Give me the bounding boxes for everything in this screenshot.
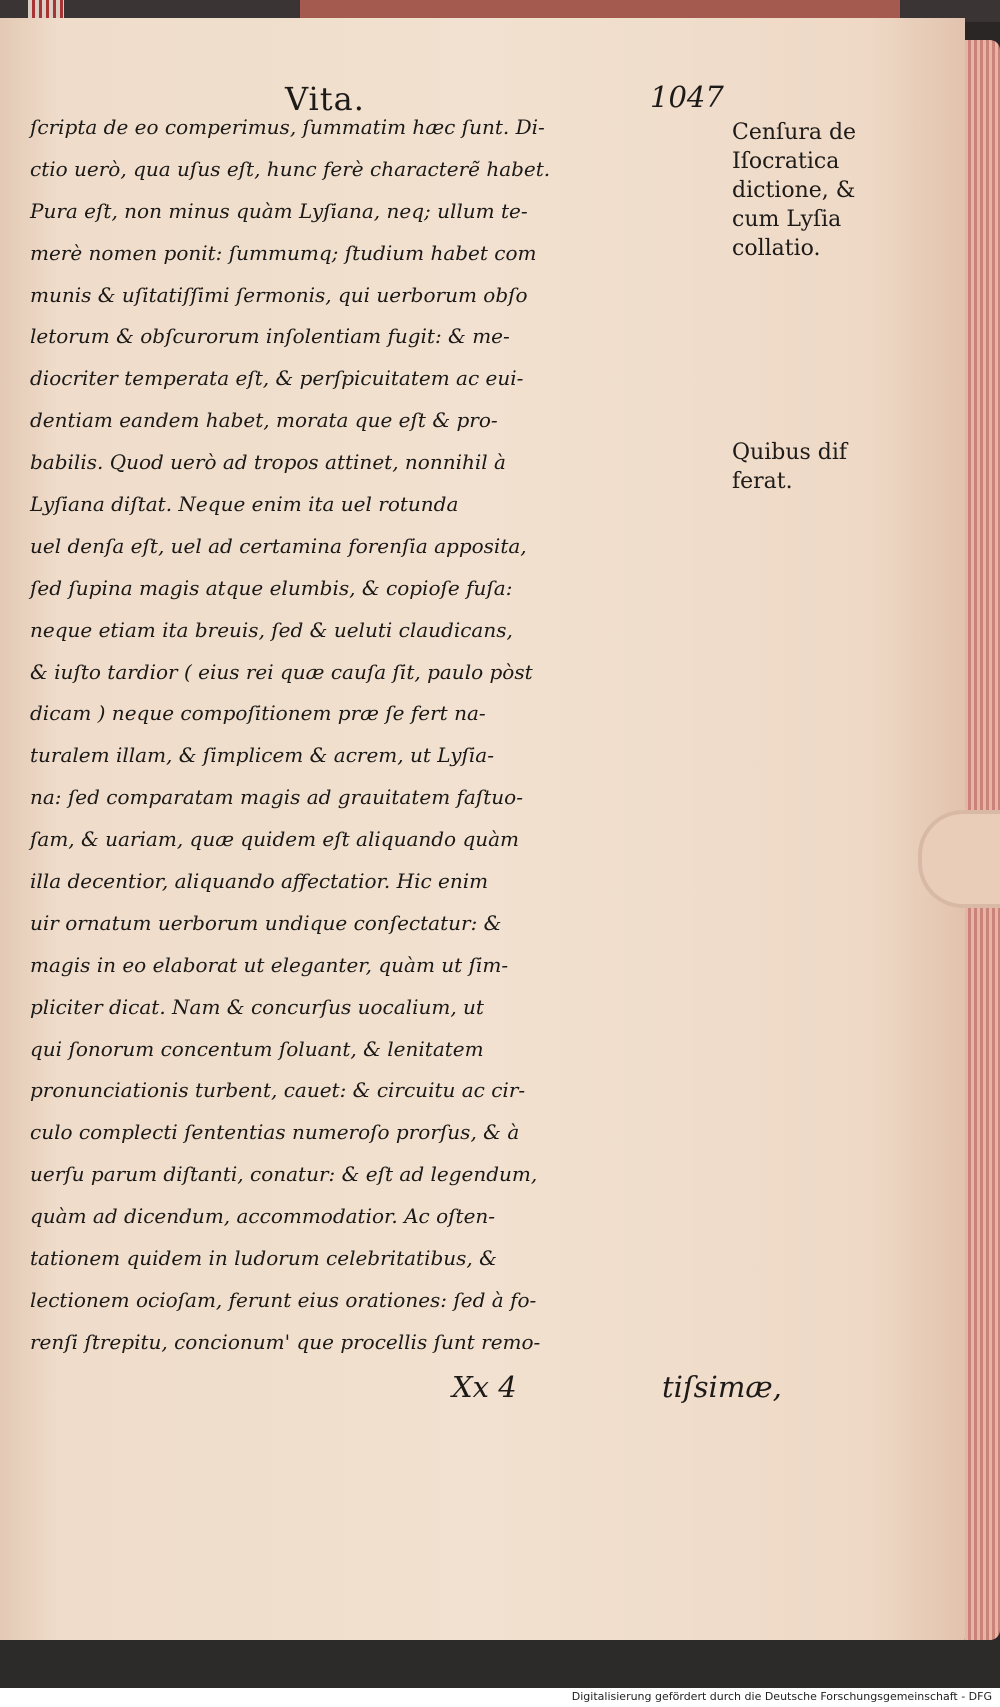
text-line: uir ornatum uerborum undique conſectatur: & bbox=[30, 910, 502, 935]
text-line: dicam ) neque compoſitionem præ ſe fert na- bbox=[30, 701, 486, 726]
text-line: dentiam eandem habet, morata que eſt & pro- bbox=[30, 408, 498, 433]
text-line: turalem illam, & ſimplicem & acrem, ut Lyſia- bbox=[30, 743, 494, 768]
marginal-note-line: Quibus dif bbox=[732, 440, 848, 465]
text-line: culo complecti ſententias numeroſo prorſus, & à bbox=[30, 1120, 520, 1145]
text-line: na: ſed comparatam magis ad grauitatem faſtuo- bbox=[30, 785, 523, 810]
text-line: neque etiam ita breuis, ſed & ueluti claudicans, bbox=[30, 617, 513, 642]
text-line: ſed ſupina magis atque elumbis, & copioſe fuſa: bbox=[30, 575, 513, 600]
text-line: illa decentior, aliquando affectatior. Hic enim bbox=[30, 869, 489, 894]
text-line: quàm ad dicendum, accommodatior. Ac oſten- bbox=[30, 1204, 496, 1229]
text-line: uerſu parum diſtanti, conatur: & eſt ad legendum, bbox=[30, 1162, 538, 1187]
text-line: ctio uerò, qua uſus eſt, hunc ferè characterẽ habet. bbox=[30, 156, 551, 181]
text-line: tationem quidem in ludorum celebritatibus, & bbox=[30, 1246, 497, 1271]
footer-bar bbox=[0, 1688, 1000, 1707]
book-clasp bbox=[918, 810, 1000, 908]
text-line: diocriter temperata eſt, & perſpicuitatem ac eui- bbox=[30, 366, 524, 391]
text-line: qui ſonorum concentum ſoluant, & lenitatem bbox=[30, 1036, 484, 1061]
text-line: magis in eo elaborat ut eleganter, quàm ut ſim- bbox=[30, 952, 509, 977]
text-line: babilis. Quod uerò ad tropos attinet, nonnihil à bbox=[30, 450, 506, 475]
cover-edge bbox=[300, 0, 900, 20]
marginal-note-line: collatio. bbox=[732, 236, 821, 261]
marginal-note-line: ferat. bbox=[732, 469, 793, 494]
marginal-note-quibus bbox=[732, 438, 882, 496]
signature-mark: Xx 4 bbox=[452, 1370, 517, 1404]
text-line: ſcripta de eo comperimus, ſummatim hæc ſunt. Di- bbox=[30, 115, 545, 139]
body-text bbox=[30, 115, 730, 1372]
text-line: letorum & obſcurorum inſolentiam fugit: & me- bbox=[30, 324, 510, 349]
text-line: munis & uſitatiſſimi ſermonis, qui uerborum obſo bbox=[30, 282, 528, 307]
page-number: 1047 bbox=[650, 80, 724, 114]
catchword: tiſsimæ, bbox=[662, 1370, 782, 1404]
marginal-note-censura bbox=[732, 118, 882, 263]
text-line: pliciter dicat. Nam & concurſus uocalium, ut bbox=[30, 994, 484, 1019]
footer-credit: Digitalisierung gefördert durch die Deutsche Forschungsgemeinschaft - DFG bbox=[571, 1690, 992, 1703]
text-line: Pura eſt, non minus quàm Lyſiana, neq; ullum te- bbox=[30, 198, 528, 223]
marginal-note-line: Iſocratica bbox=[732, 149, 840, 174]
text-line: ſam, & uariam, quæ quidem eſt aliquando quàm bbox=[30, 827, 520, 852]
marginal-note-line: dictione, & bbox=[732, 178, 856, 203]
text-line: merè nomen ponit: ſummumq; ſtudium habet com bbox=[30, 240, 537, 265]
text-line: Lyſiana diſtat. Neque enim ita uel rotunda bbox=[30, 492, 459, 517]
marginal-note-line: cum Lyſia bbox=[732, 207, 842, 232]
marginal-note-line: Cenſura de bbox=[732, 120, 857, 145]
text-line: pronunciationis turbent, cauet: & circuitu ac cir- bbox=[30, 1078, 526, 1103]
text-line: lectionem ocioſam, ferunt eius orationes: ſed à fo- bbox=[30, 1287, 537, 1312]
text-line: uel denſa eſt, uel ad certamina forenſia apposita, bbox=[30, 533, 527, 558]
text-line: renſi ſtrepitu, concionum' que procellis ſunt remo- bbox=[30, 1329, 541, 1354]
text-line: & iuſto tardior ( eius rei quæ cauſa ſit, paulo pòst bbox=[30, 659, 533, 684]
running-head: Vita. bbox=[285, 80, 365, 118]
